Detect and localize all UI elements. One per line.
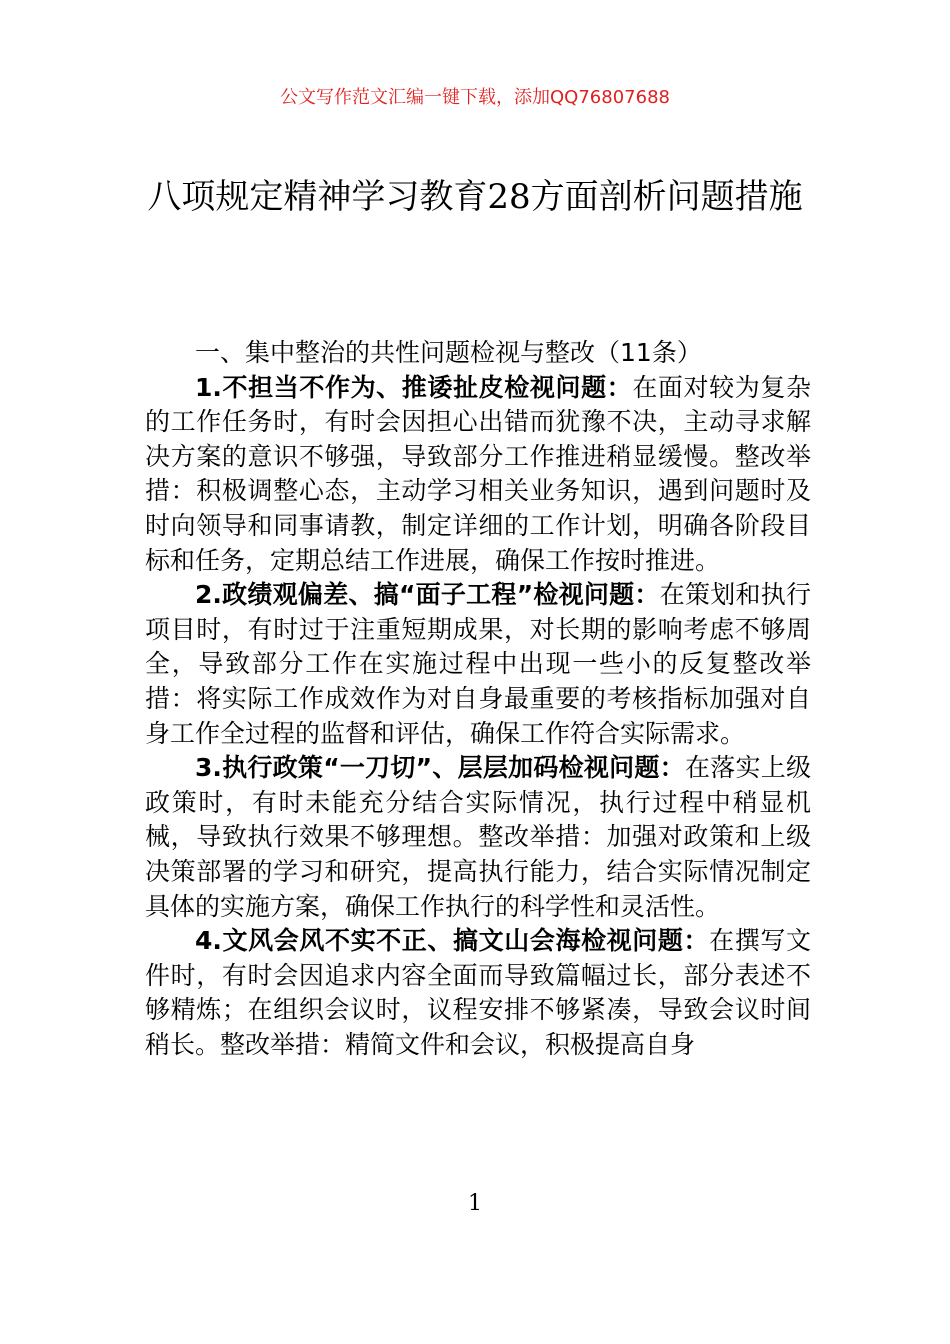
promo-header: 公文写作范文汇编一键下载，添加QQ76807688: [280, 87, 670, 108]
paragraph-item-3: [145, 751, 811, 924]
item-lead: 1.不担当不作为、推诿扯皮检视问题：: [195, 372, 633, 402]
paragraph-item-4: [145, 924, 811, 1062]
document-title: 八项规定精神学习教育28方面剖析问题措施: [147, 177, 803, 217]
item-text: 在面对较为复杂的工作任务时，有时会因担心出错而犹豫不决，主动寻求解决方案的意识不够强，导致部分工作推进稍显缓慢。整改举措：积极调整心态，主动学习相关业务知识，遇到问题时及时向领导和同事请教，制定详细的工作计划，明确各阶段目标和任务，定期总结工作进展，确保工作按时推进。: [145, 372, 811, 575]
item-text: 在落实上级政策时，有时未能充分结合实际情况，执行过程中稍显机械，导致执行效果不够理想。整改举措：加强对政策和上级决策部署的学习和研究，提高执行能力，结合实际情况制定具体的实施方案，确保工作执行的科学性和灵活性。: [145, 753, 811, 921]
item-lead: 3.执行政策“一刀切”、层层加码检视问题：: [195, 753, 685, 783]
item-text: 在策划和执行项目时，有时过于注重短期成果，对长期的影响考虑不够周全，导致部分工作在实施过程中出现一些小的反复整改举措：将实际工作成效作为对自身最重要的考核指标加强对自身工作全过程的监督和评估，确保工作符合实际需求。: [145, 580, 811, 748]
paragraph-item-2: [145, 578, 811, 751]
item-lead: 2.政绩观偏差、搞“面子工程”检视问题：: [195, 580, 660, 610]
document-body: [145, 336, 811, 1062]
item-text: 在撰写文件时，有时会因追求内容全面而导致篇幅过长，部分表述不够精炼；在组织会议时，议程安排不够紧凑，导致会议时间稍长。整改举措：精简文件和会议，积极提高自身: [145, 926, 811, 1059]
page-number: 1: [468, 1191, 482, 1216]
paragraph-item-1: [145, 371, 811, 579]
item-lead: 4.文风会风不实不正、搞文山会海检视问题：: [195, 926, 710, 956]
section-heading: 一、集中整治的共性问题检视与整改（11条）: [195, 338, 702, 367]
